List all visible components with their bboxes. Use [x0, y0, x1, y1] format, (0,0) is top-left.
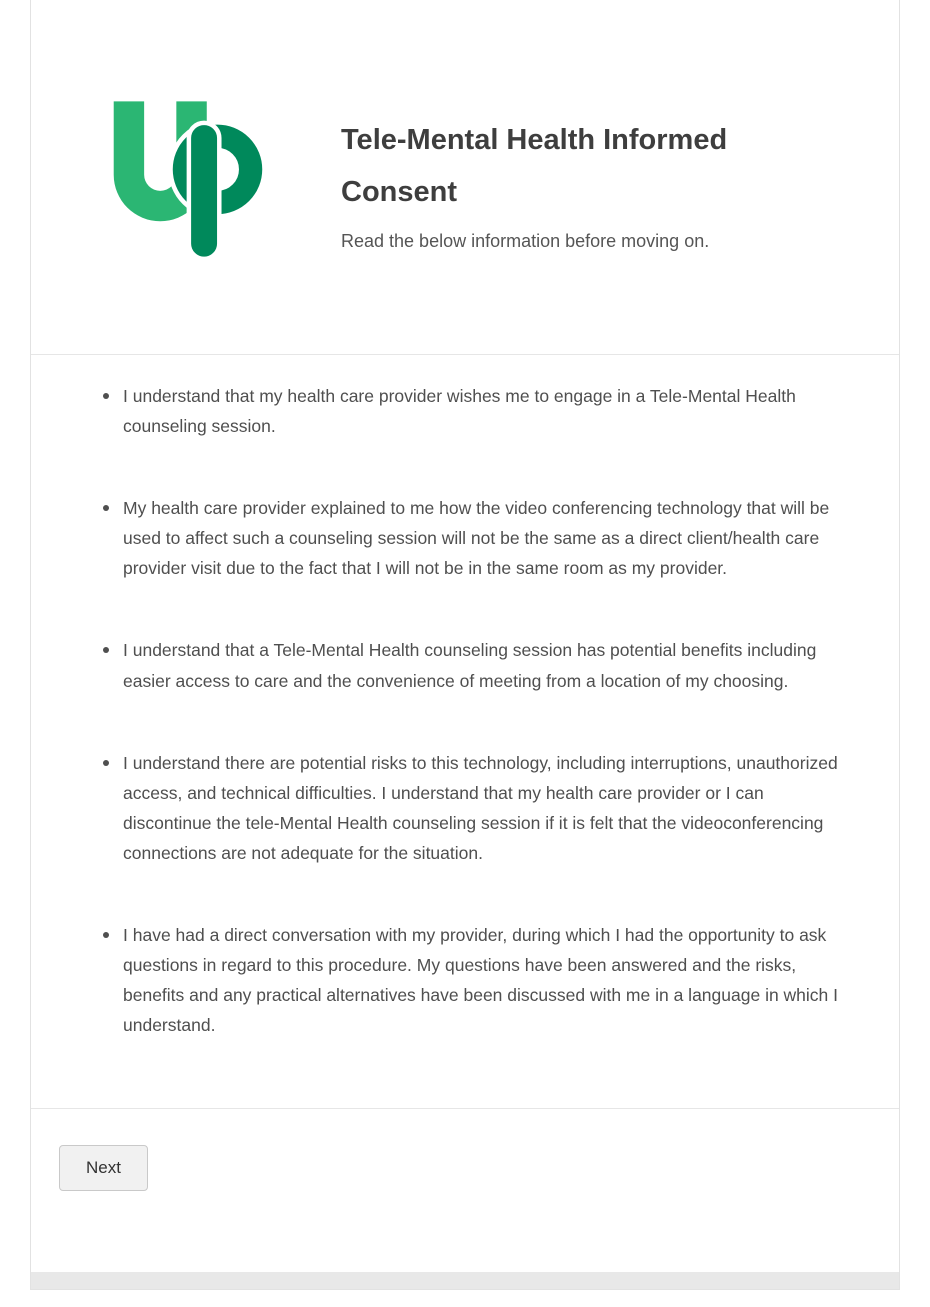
up-monogram-logo-icon: [101, 96, 266, 266]
form-header: [31, 0, 899, 266]
consent-item-text: I understand that my health care provider wishes me to engage in a Tele-Mental Health counseling session.: [123, 386, 796, 437]
page-title: Tele-Mental Health Informed Consent: [341, 124, 728, 209]
consent-item-text: I have had a direct conversation with my provider, during which I had the opportunity to ask questions in regard to this procedure. My questions have been answered and the risks, benefits and any practical alternatives have been discussed with me in a language in which I understand.: [123, 925, 839, 1036]
consent-item-text: I understand that a Tele-Mental Health counseling session has potential benefits including easier access to care and the convenience of meeting from a location of my choosing.: [123, 640, 817, 691]
bullet-icon: [103, 505, 109, 511]
consent-list: [103, 381, 841, 1040]
consent-item-text: My health care provider explained to me how the video conferencing technology that will be used to affect such a counseling session will not be the same as a direct client/health care provider visit due to the fact that I will not be in the same room as my provider.: [123, 498, 830, 579]
bullet-icon: [103, 760, 109, 766]
page-subtitle: Read the below information before moving on.: [341, 231, 710, 252]
page-bottom-strip: [31, 1272, 899, 1289]
consent-list-item: [103, 748, 841, 868]
consent-form-card: [30, 0, 900, 1290]
consent-item-text: I understand there are potential risks to this technology, including interruptions, unauthorized access, and technical difficulties. I understand that my health care provider or I can discontinue the tele-Mental Health counseling session if it is felt that the videoconferencing connections are not adequate for the situation.: [123, 752, 838, 863]
bullet-icon: [103, 647, 109, 653]
consent-list-item: [103, 381, 841, 441]
next-button[interactable]: Next: [59, 1145, 148, 1191]
consent-content: [31, 355, 899, 1078]
form-footer: [31, 1109, 899, 1233]
bullet-icon: [103, 393, 109, 399]
consent-list-item: [103, 920, 841, 1040]
consent-list-item: [103, 493, 841, 583]
bullet-icon: [103, 932, 109, 938]
consent-list-item: [103, 635, 841, 695]
title-block: [341, 96, 811, 255]
